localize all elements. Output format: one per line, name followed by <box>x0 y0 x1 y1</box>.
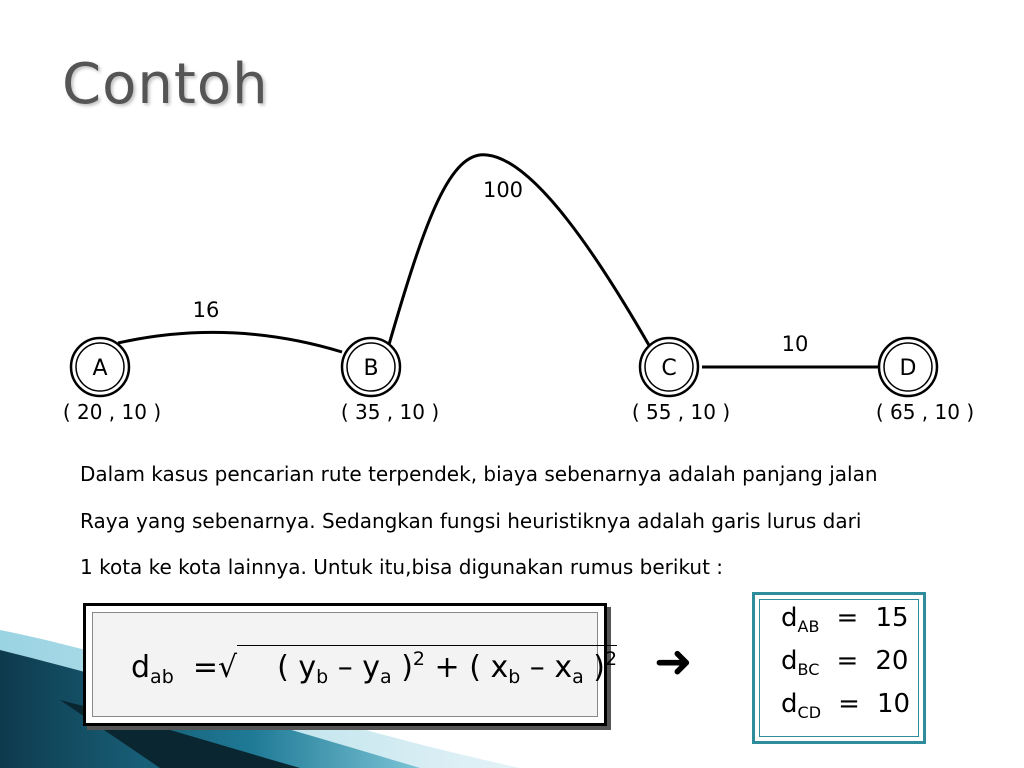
sqrt-icon: √ <box>217 650 238 685</box>
result-row-cd: $d_{CD} = 10$ <box>781 689 911 722</box>
formula-radicand: ( $y_b - y_a$ )$^2$ + ( $x_b - x_a$ )$^2$ <box>237 645 617 688</box>
node-c <box>640 338 698 396</box>
result-row-bc: $d_{BC} = 20$ <box>781 646 909 679</box>
paragraph-line-3: 1 kota ke kota lainnya. Untuk itu,bisa digunakan rumus berikut : <box>80 555 724 579</box>
node-d-coord: ( 65 , 10 ) <box>875 400 975 424</box>
slide-title: Contoh <box>62 52 269 117</box>
edge-weight-b-c: 100 <box>482 178 524 202</box>
node-d-label: D <box>899 356 917 381</box>
distance-formula <box>131 645 617 688</box>
edge-a-b <box>118 332 342 352</box>
node-a <box>71 338 129 396</box>
result-value-bc: 20 <box>875 646 909 676</box>
result-row-ab: $d_{AB} = 15$ <box>781 603 909 636</box>
formula-lhs: d <box>131 650 151 685</box>
paragraph-line-2: Raya yang sebenarnya. Sedangkan fungsi heuristiknya adalah garis lurus dari <box>80 509 862 533</box>
right-arrow-icon: ➜ <box>654 634 693 688</box>
node-d <box>879 338 937 396</box>
node-c-coord: ( 55 , 10 ) <box>631 400 731 424</box>
formula-eq: = <box>192 650 218 685</box>
node-b-coord: ( 35 , 10 ) <box>340 400 440 424</box>
formula-box <box>83 603 618 726</box>
node-a-label: A <box>92 356 108 381</box>
node-c-label: C <box>661 356 677 381</box>
formula-lhs-sub: ab <box>150 666 174 688</box>
edge-weight-a-b: 16 <box>192 298 220 322</box>
node-b <box>342 338 400 396</box>
result-value-ab: 15 <box>875 603 909 633</box>
results-box <box>752 592 926 744</box>
edge-weight-c-d: 10 <box>781 332 809 356</box>
result-value-cd: 10 <box>877 689 911 719</box>
node-b-label: B <box>363 356 379 381</box>
node-a-coord: ( 20 , 10 ) <box>62 400 162 424</box>
paragraph-line-1: Dalam kasus pencarian rute terpendek, biaya sebenarnya adalah panjang jalan <box>80 462 878 486</box>
formula-box-inner <box>92 612 618 717</box>
